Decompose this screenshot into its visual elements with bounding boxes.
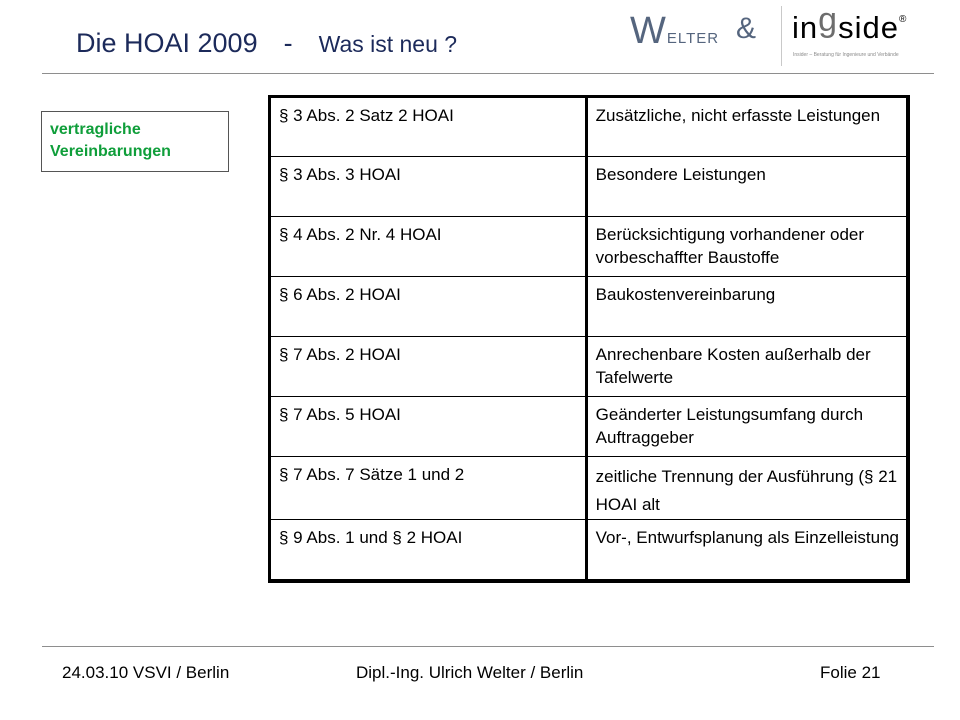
table-cell-reference: § 3 Abs. 3 HOAI xyxy=(270,157,587,217)
footer-date-event: 24.03.10 VSVI / Berlin xyxy=(62,663,230,682)
ingside-logo xyxy=(792,1,908,47)
table-row xyxy=(270,457,909,520)
table-cell-description: Vor-, Entwurfsplanung als Einzelleistung xyxy=(595,528,899,547)
logo-tagline: Insider – Beratung für Ingenieure und Verbände xyxy=(793,52,899,58)
table-row xyxy=(270,520,909,581)
logo-ampersand: & xyxy=(736,12,757,45)
title-subtitle: Was ist neu ? xyxy=(318,31,458,57)
table-cell-description: Anrechenbare Kosten außerhalb der Tafelwerte xyxy=(586,337,908,397)
table-row xyxy=(270,397,909,457)
table-cell-description: Zusätzliche, nicht erfasste Leistungen xyxy=(586,97,908,157)
footer-author: Dipl.-Ing. Ulrich Welter / Berlin xyxy=(356,663,584,682)
page-title xyxy=(76,28,457,59)
table-cell-reference: § 7 Abs. 2 HOAI xyxy=(270,337,587,397)
table-cell-reference: § 7 Abs. 7 Sätze 1 und 2 xyxy=(270,457,587,520)
footer-divider xyxy=(42,646,934,647)
title-main: Die HOAI 2009 xyxy=(76,28,258,58)
table-row xyxy=(270,97,909,157)
registered-mark: ® xyxy=(898,14,908,25)
welter-logo-rest: ELTER xyxy=(666,30,720,47)
table-cell-reference: § 6 Abs. 2 HOAI xyxy=(270,277,587,337)
category-label-line-1: vertragliche xyxy=(50,121,141,138)
ingside-logo-g: g xyxy=(818,1,839,39)
table-row xyxy=(270,337,909,397)
category-label-line-2: Vereinbarungen xyxy=(50,143,171,160)
category-label-box xyxy=(41,111,229,172)
ingside-logo-pre: in xyxy=(792,10,819,45)
table-cell-description: Geänderter Leistungsumfang durch Auftraggeber xyxy=(586,397,908,457)
table-cell-description: Berücksichtigung vorhandener oder vorbeschaffter Baustoffe xyxy=(586,217,908,277)
table-cell-description: Baukostenvereinbarung xyxy=(586,277,908,337)
table-row xyxy=(270,277,909,337)
table-row xyxy=(270,217,909,277)
table-row xyxy=(270,157,909,217)
regulation-table xyxy=(268,95,910,583)
logo-separator xyxy=(781,6,782,66)
table-cell-reference: § 7 Abs. 5 HOAI xyxy=(270,397,587,457)
table-cell-reference: § 3 Abs. 2 Satz 2 HOAI xyxy=(270,97,587,157)
table-cell-reference: § 4 Abs. 2 Nr. 4 HOAI xyxy=(270,217,587,277)
table-cell-description: zeitliche Trennung der Ausführung (§ 21 HOAI alt xyxy=(586,457,908,520)
header-divider xyxy=(42,73,934,74)
table-cell-description: Besondere Leistungen xyxy=(586,157,908,217)
footer-slide-number: Folie 21 xyxy=(820,663,881,682)
table-cell-reference: § 9 Abs. 1 und § 2 HOAI xyxy=(270,520,587,581)
welter-logo-initial: W xyxy=(630,10,667,52)
ingside-logo-post: side xyxy=(838,10,899,45)
welter-logo xyxy=(630,10,719,53)
title-dash: - xyxy=(283,28,293,58)
